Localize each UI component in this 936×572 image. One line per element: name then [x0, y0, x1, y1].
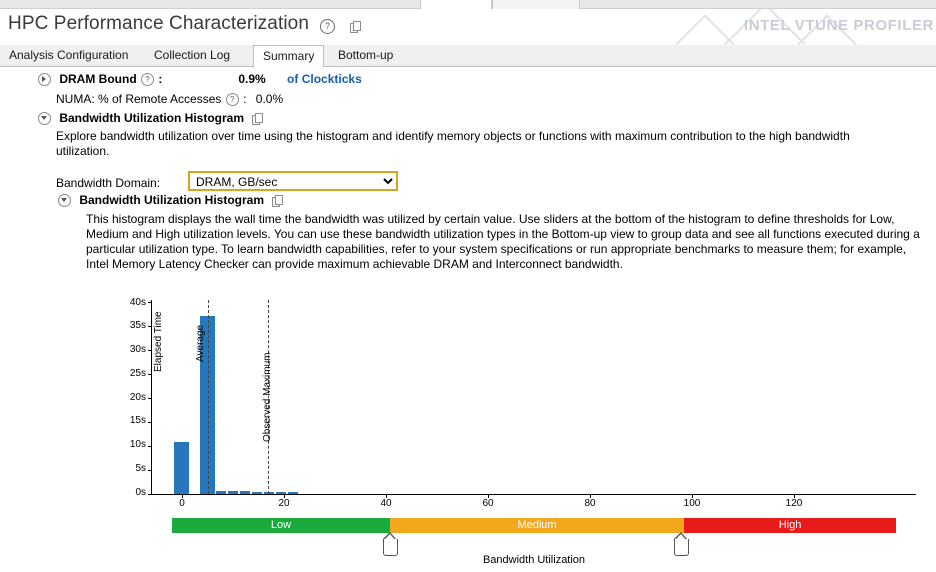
bandwidth-histogram-collapser[interactable] — [38, 112, 51, 125]
threshold-slider-medium-high[interactable] — [674, 539, 689, 556]
bandwidth-histogram-copy-icon[interactable] — [252, 113, 263, 125]
dram-bound-row — [38, 72, 362, 86]
bar — [228, 491, 238, 494]
page-header — [0, 9, 936, 45]
y-tick-label: 20s — [129, 392, 146, 403]
bandwidth-domain-select[interactable] — [188, 171, 398, 191]
numa-help-icon[interactable]: ? — [226, 93, 239, 106]
bandwidth-domain-label-text: Bandwidth Domain: — [56, 176, 161, 190]
bandwidth-histogram-description: Explore bandwidth utilization over time using the histogram and identify memory objects or functions with maximum contribution to the high bandwidth utilization. — [56, 129, 850, 158]
bar — [252, 492, 262, 494]
tab-bar — [0, 45, 936, 67]
y-tick — [148, 494, 152, 495]
dram-bound-help-icon[interactable]: ? — [141, 73, 154, 86]
copy-icon[interactable] — [350, 19, 365, 34]
x-tick-label: 20 — [278, 498, 290, 509]
y-tick-label: 25s — [129, 368, 146, 379]
numa-label: NUMA: % of Remote Accesses — [56, 92, 222, 106]
threshold-segment-medium[interactable]: Medium — [390, 518, 684, 533]
help-icon-glyph: ? — [320, 19, 335, 34]
average-marker-line — [208, 300, 209, 494]
bar — [216, 491, 226, 494]
dram-bound-expander[interactable] — [38, 73, 51, 86]
numa-colon: : — [243, 92, 247, 106]
x-tick-label: 100 — [683, 498, 701, 509]
bandwidth-sub-collapser-arrow — [61, 198, 67, 202]
bar — [240, 491, 250, 494]
of-clockticks-link[interactable]: of Clockticks — [287, 72, 362, 86]
brand-text: INTEL VTUNE PROFILER — [743, 17, 934, 34]
bar — [174, 442, 189, 494]
tab-collection-log[interactable]: Collection Log — [154, 48, 231, 62]
x-axis-title: Bandwidth Utilization — [482, 554, 586, 566]
x-tick-label: 40 — [380, 498, 392, 509]
bar — [264, 492, 274, 494]
dram-bound-value: 0.9% — [238, 72, 266, 86]
bandwidth-histogram-chart — [0, 290, 936, 572]
brand-logo — [666, 9, 936, 45]
bandwidth-domain-label — [56, 176, 160, 190]
y-tick-label: 10s — [129, 439, 146, 450]
y-tick-label: 0s — [135, 487, 146, 498]
observed-maximum-marker-label: Observed Maximum — [262, 352, 273, 442]
y-tick-label: 15s — [129, 415, 146, 426]
dram-bound-label: DRAM Bound — [59, 72, 137, 86]
bandwidth-sub-collapser[interactable] — [58, 194, 71, 207]
average-marker-label: Average — [195, 324, 206, 362]
window-top-strip — [0, 0, 936, 9]
help-icon[interactable] — [320, 19, 335, 34]
page-title: HPC Performance Characterization — [8, 13, 309, 34]
bar — [288, 492, 298, 494]
bandwidth-histogram-heading: Bandwidth Utilization Histogram — [59, 111, 245, 125]
window-tab-1[interactable] — [420, 0, 492, 9]
numa-row — [56, 92, 283, 106]
bandwidth-sub-copy-icon[interactable] — [272, 195, 283, 207]
window-tab-2[interactable] — [492, 0, 580, 9]
bandwidth-histogram-sub-description: This histogram displays the wall time the bandwidth was utilized by certain value. Use sliders at the bottom of the histogram to define thresholds for Low, Medium and High utilization levels. You can use these bandwidth utilization types in the Bottom-up view to group data and see all functions executed during a particular utilization type. To learn bandwidth capabilities, refer to your system specifications or run appropriate benchmarks to measure them; for example, Intel Memory Latency Checker can provide maximum achievable DRAM and Interconnect bandwidth. — [86, 212, 920, 271]
threshold-segment-low[interactable]: Low — [172, 518, 390, 533]
threshold-segment-high[interactable]: High — [684, 518, 896, 533]
dram-bound-expander-arrow — [42, 76, 46, 82]
tab-analysis-configuration[interactable]: Analysis Configuration — [9, 48, 129, 62]
bandwidth-histogram-collapser-arrow — [41, 116, 47, 120]
bandwidth-histogram-sub-header — [58, 193, 283, 207]
tab-summary[interactable]: Summary — [253, 45, 324, 68]
x-tick-label: 80 — [584, 498, 596, 509]
x-tick-label: 120 — [785, 498, 803, 509]
threshold-slider-low-medium[interactable] — [383, 539, 398, 556]
bandwidth-histogram-section-header — [38, 111, 263, 125]
x-tick-label: 0 — [179, 498, 185, 509]
tab-bottom-up[interactable]: Bottom-up — [338, 48, 394, 62]
bandwidth-sub-heading: Bandwidth Utilization Histogram — [79, 193, 265, 207]
y-tick-label: 30s — [129, 344, 146, 355]
y-tick-label: 35s — [129, 320, 146, 331]
y-tick-label: 5s — [135, 463, 146, 474]
dram-bound-colon: : — [158, 72, 163, 86]
x-axis-line — [151, 494, 916, 495]
x-tick-label: 60 — [482, 498, 494, 509]
y-axis-title: Elapsed Time — [153, 311, 164, 372]
y-tick-label: 40s — [129, 297, 146, 308]
numa-value: 0.0% — [255, 92, 284, 106]
copy-icon-glyph — [350, 21, 361, 33]
